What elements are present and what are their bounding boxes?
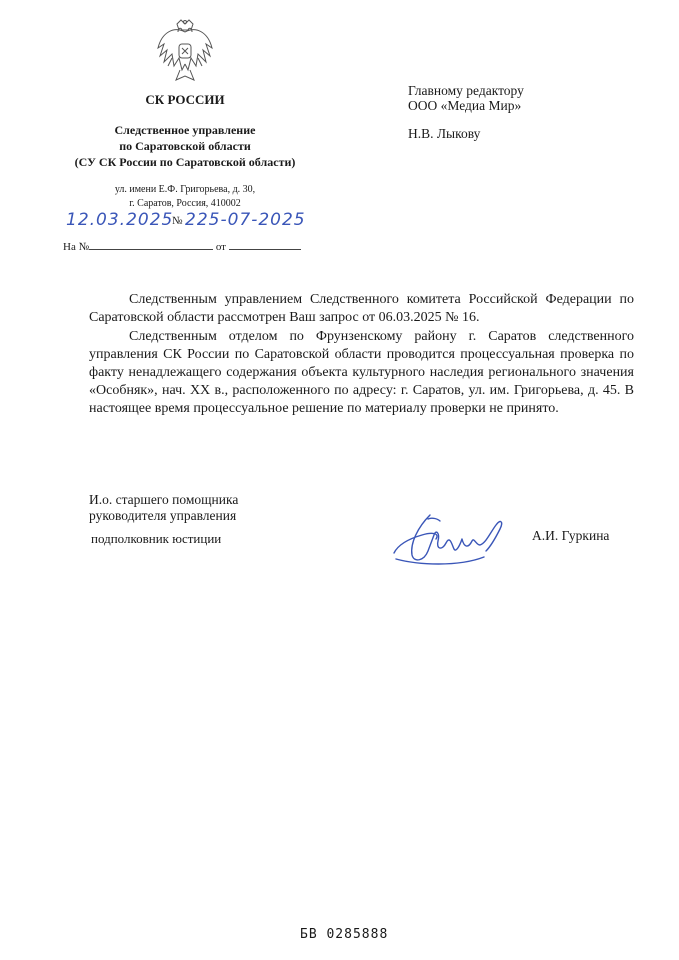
position-line: И.о. старшего помощника	[89, 492, 239, 507]
address-line: ул. имени Е.Ф. Григорьева, д. 30,	[114, 184, 256, 195]
department-name	[50, 122, 320, 170]
coat-of-arms-icon	[154, 18, 216, 88]
reference-line	[63, 239, 301, 253]
position-line: руководителя управления	[89, 508, 237, 523]
addressee-name: Н.В. Лыкову	[408, 126, 481, 141]
body-paragraph: Следственным отделом по Фрунзенскому району г. Саратов следственного управления СК России по Саратовской области проводится процессуальная проверка по факту ненадлежащего содержания объекта культурного наследия регионального значения «Особняк», нач. XX в., расположенного по адресу: г. Саратов, ул. им. Григорьева, д. 45. В настоящее время процессуальное решение по материалу проверки не принято.	[89, 329, 634, 416]
signatory-rank: подполковник юстиции	[91, 531, 222, 546]
organization-title: СК РОССИИ	[145, 92, 225, 107]
handwritten-signature	[388, 505, 520, 571]
department-line: по Саратовской области	[119, 139, 251, 153]
ref-prefix: На №	[63, 241, 90, 253]
signatory-position	[89, 492, 238, 524]
addressee-line: Главному редактору	[408, 83, 524, 98]
number-sign: №	[172, 215, 183, 227]
letter-body	[89, 291, 634, 418]
form-code: БВ 0285888	[300, 927, 389, 942]
ref-mid: от	[215, 241, 226, 253]
ref-number-blank	[89, 239, 213, 250]
department-line: (СУ СК России по Саратовской области)	[74, 155, 296, 169]
handwritten-date: 12.03.2025	[66, 210, 174, 230]
addressee-block	[408, 83, 524, 141]
department-line: Следственное управление	[114, 123, 256, 137]
addressee-line: ООО «Медиа Мир»	[408, 98, 522, 113]
signatory-name: А.И. Гуркина	[532, 528, 610, 543]
handwritten-number: 225-07-2025	[185, 210, 306, 230]
address-line: г. Саратов, Россия, 410002	[129, 198, 241, 209]
body-paragraph: Следственным управлением Следственного комитета Российской Федерации по Саратовской области рассмотрен Ваш запрос от 06.03.2025 № 16.	[89, 292, 634, 325]
ref-date-blank	[229, 239, 301, 250]
sender-address	[60, 183, 310, 211]
